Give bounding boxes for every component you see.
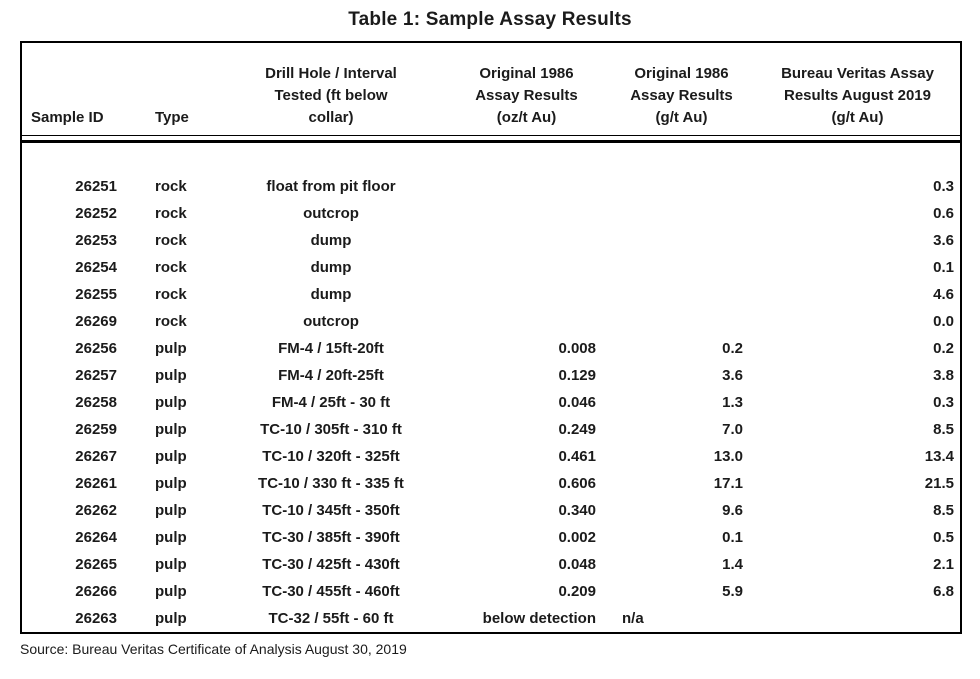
- column-header-line: collar): [308, 109, 354, 126]
- cell-gt-1986: [608, 227, 755, 254]
- cell-sample-id: 26262: [75, 502, 117, 519]
- cell-bv-2019: 8.5: [933, 502, 954, 519]
- cell-interval: dump: [310, 286, 352, 303]
- cell-bv-2019: 3.8: [933, 367, 954, 384]
- cell-interval: TC-30 / 425ft - 430ft: [262, 556, 400, 573]
- table-body: [22, 136, 960, 633]
- table-row: [22, 416, 960, 443]
- cell-bv-2019: 3.6: [933, 232, 954, 249]
- table-row: [22, 281, 960, 308]
- cell-interval: TC-32 / 55ft - 60 ft: [268, 610, 394, 627]
- table-row: [22, 308, 960, 335]
- cell-sample-id: 26267: [75, 448, 117, 465]
- cell-gt-1986: 17.1: [713, 475, 743, 492]
- cell-gt-1986: 13.0: [713, 448, 743, 465]
- cell-oz-1986: [445, 173, 608, 200]
- cell-type: rock: [155, 259, 187, 276]
- column-header-line: Original 1986: [479, 65, 574, 82]
- cell-gt-1986: n/a: [622, 610, 644, 627]
- table-header-row: [22, 43, 960, 136]
- column-header-sample-id: [22, 43, 125, 136]
- table-row: [22, 578, 960, 605]
- cell-type: rock: [155, 232, 187, 249]
- cell-gt-1986: [608, 254, 755, 281]
- column-header-line: Drill Hole / Interval: [265, 65, 397, 82]
- column-header-type: [125, 43, 217, 136]
- cell-interval: TC-10 / 320ft - 325ft: [262, 448, 400, 465]
- cell-oz-1986: 0.048: [558, 556, 596, 573]
- cell-sample-id: 26251: [75, 178, 117, 195]
- cell-gt-1986: 0.1: [722, 529, 743, 546]
- column-header-line: Results August 2019: [784, 87, 931, 104]
- cell-gt-1986: [608, 281, 755, 308]
- cell-sample-id: 26261: [75, 475, 117, 492]
- page-title: Table 1: Sample Assay Results: [348, 9, 632, 30]
- blank-spacer-row-cell: [22, 142, 125, 174]
- cell-sample-id: 26252: [75, 205, 117, 222]
- cell-interval: TC-10 / 345ft - 350ft: [262, 502, 400, 519]
- cell-gt-1986: [608, 173, 755, 200]
- cell-type: rock: [155, 313, 187, 330]
- column-header-gt-1986: [608, 43, 755, 136]
- cell-oz-1986: 0.340: [558, 502, 596, 519]
- cell-interval: FM-4 / 25ft - 30 ft: [271, 394, 391, 411]
- cell-type: rock: [155, 178, 187, 195]
- cell-gt-1986: 9.6: [722, 502, 743, 519]
- column-header-line: Assay Results: [475, 87, 578, 104]
- table-row: [22, 605, 960, 632]
- cell-oz-1986: 0.046: [558, 394, 596, 411]
- cell-type: pulp: [155, 448, 187, 465]
- cell-gt-1986: 1.3: [722, 394, 743, 411]
- cell-oz-1986: 0.461: [558, 448, 596, 465]
- cell-sample-id: 26269: [75, 313, 117, 330]
- column-header-oz-1986: [445, 43, 608, 136]
- cell-sample-id: 26256: [75, 340, 117, 357]
- cell-gt-1986: 3.6: [722, 367, 743, 384]
- cell-type: pulp: [155, 556, 187, 573]
- cell-sample-id: 26258: [75, 394, 117, 411]
- cell-interval: dump: [310, 232, 352, 249]
- cell-sample-id: 26263: [75, 610, 117, 627]
- table-row: [22, 362, 960, 389]
- cell-interval: TC-30 / 385ft - 390ft: [262, 529, 400, 546]
- cell-gt-1986: 1.4: [722, 556, 743, 573]
- table-row: [22, 443, 960, 470]
- cell-interval: FM-4 / 20ft-25ft: [278, 367, 384, 384]
- assay-table: [22, 43, 960, 632]
- cell-type: pulp: [155, 475, 187, 492]
- cell-gt-1986: 5.9: [722, 583, 743, 600]
- cell-bv-2019: 8.5: [933, 421, 954, 438]
- cell-oz-1986: [445, 200, 608, 227]
- table-row: [22, 524, 960, 551]
- cell-oz-1986: [445, 281, 608, 308]
- column-header-line: (g/t Au): [655, 109, 708, 126]
- blank-spacer-row: [22, 142, 960, 174]
- cell-type: pulp: [155, 502, 187, 519]
- column-header-line: Sample ID: [31, 109, 104, 126]
- cell-interval: outcrop: [303, 205, 359, 222]
- cell-sample-id: 26264: [75, 529, 117, 546]
- cell-bv-2019: 0.5: [933, 529, 954, 546]
- cell-oz-1986: 0.606: [558, 475, 596, 492]
- cell-interval: outcrop: [303, 313, 359, 330]
- column-header-line: Bureau Veritas Assay: [781, 65, 934, 82]
- cell-type: pulp: [155, 340, 187, 357]
- cell-oz-1986: 0.249: [558, 421, 596, 438]
- cell-oz-1986: 0.209: [558, 583, 596, 600]
- table-row: [22, 254, 960, 281]
- cell-bv-2019: 2.1: [933, 556, 954, 573]
- cell-bv-2019: [755, 605, 960, 632]
- cell-bv-2019: 0.2: [933, 340, 954, 357]
- cell-oz-1986: [445, 254, 608, 281]
- cell-sample-id: 26255: [75, 286, 117, 303]
- column-header-line: (g/t Au): [831, 109, 884, 126]
- table-row: [22, 497, 960, 524]
- cell-type: pulp: [155, 394, 187, 411]
- cell-sample-id: 26254: [75, 259, 117, 276]
- cell-interval: TC-10 / 305ft - 310 ft: [260, 421, 402, 438]
- cell-interval: dump: [310, 259, 352, 276]
- table-header: [22, 43, 960, 136]
- cell-type: pulp: [155, 529, 187, 546]
- cell-interval: TC-10 / 330 ft - 335 ft: [258, 475, 404, 492]
- cell-bv-2019: 0.1: [933, 259, 954, 276]
- blank-spacer-row-cell: [608, 142, 755, 174]
- blank-spacer-row-cell: [125, 142, 217, 174]
- cell-bv-2019: 0.6: [933, 205, 954, 222]
- cell-type: pulp: [155, 367, 187, 384]
- cell-oz-1986: [445, 308, 608, 335]
- cell-sample-id: 26265: [75, 556, 117, 573]
- column-header-interval: [217, 43, 445, 136]
- cell-gt-1986: [608, 200, 755, 227]
- column-header-line: Type: [155, 109, 189, 126]
- cell-oz-1986: [445, 227, 608, 254]
- cell-gt-1986: 7.0: [722, 421, 743, 438]
- table-row: [22, 173, 960, 200]
- cell-bv-2019: 4.6: [933, 286, 954, 303]
- assay-table-container: [20, 41, 962, 634]
- column-header-line: Tested (ft below: [274, 87, 388, 104]
- cell-sample-id: 26253: [75, 232, 117, 249]
- cell-oz-1986: 0.129: [558, 367, 596, 384]
- cell-type: pulp: [155, 421, 187, 438]
- cell-bv-2019: 13.4: [924, 448, 954, 465]
- table-row: [22, 200, 960, 227]
- cell-bv-2019: 0.3: [933, 178, 954, 195]
- table-row: [22, 227, 960, 254]
- cell-oz-1986: 0.008: [558, 340, 596, 357]
- cell-type: pulp: [155, 610, 187, 627]
- source-note: Source: Bureau Veritas Certificate of Analysis August 30, 2019: [20, 641, 407, 657]
- cell-bv-2019: 21.5: [924, 475, 954, 492]
- blank-spacer-row-cell: [217, 142, 445, 174]
- cell-type: pulp: [155, 583, 187, 600]
- cell-oz-1986: below detection: [482, 610, 596, 627]
- cell-interval: float from pit floor: [266, 178, 396, 195]
- table-row: [22, 470, 960, 497]
- table-row: [22, 389, 960, 416]
- cell-bv-2019: 0.0: [933, 313, 954, 330]
- cell-sample-id: 26259: [75, 421, 117, 438]
- cell-type: rock: [155, 286, 187, 303]
- cell-bv-2019: 6.8: [933, 583, 954, 600]
- cell-oz-1986: 0.002: [558, 529, 596, 546]
- cell-sample-id: 26266: [75, 583, 117, 600]
- table-row: [22, 551, 960, 578]
- cell-type: rock: [155, 205, 187, 222]
- table-row: [22, 335, 960, 362]
- blank-spacer-row-cell: [755, 142, 960, 174]
- blank-spacer-row-cell: [445, 142, 608, 174]
- cell-gt-1986: 0.2: [722, 340, 743, 357]
- cell-gt-1986: [608, 308, 755, 335]
- cell-interval: TC-30 / 455ft - 460ft: [262, 583, 400, 600]
- column-header-line: Assay Results: [630, 87, 733, 104]
- column-header-line: Original 1986: [634, 65, 729, 82]
- column-header-line: (oz/t Au): [496, 109, 557, 126]
- cell-bv-2019: 0.3: [933, 394, 954, 411]
- cell-interval: FM-4 / 15ft-20ft: [278, 340, 384, 357]
- cell-sample-id: 26257: [75, 367, 117, 384]
- column-header-bv-2019: [755, 43, 960, 136]
